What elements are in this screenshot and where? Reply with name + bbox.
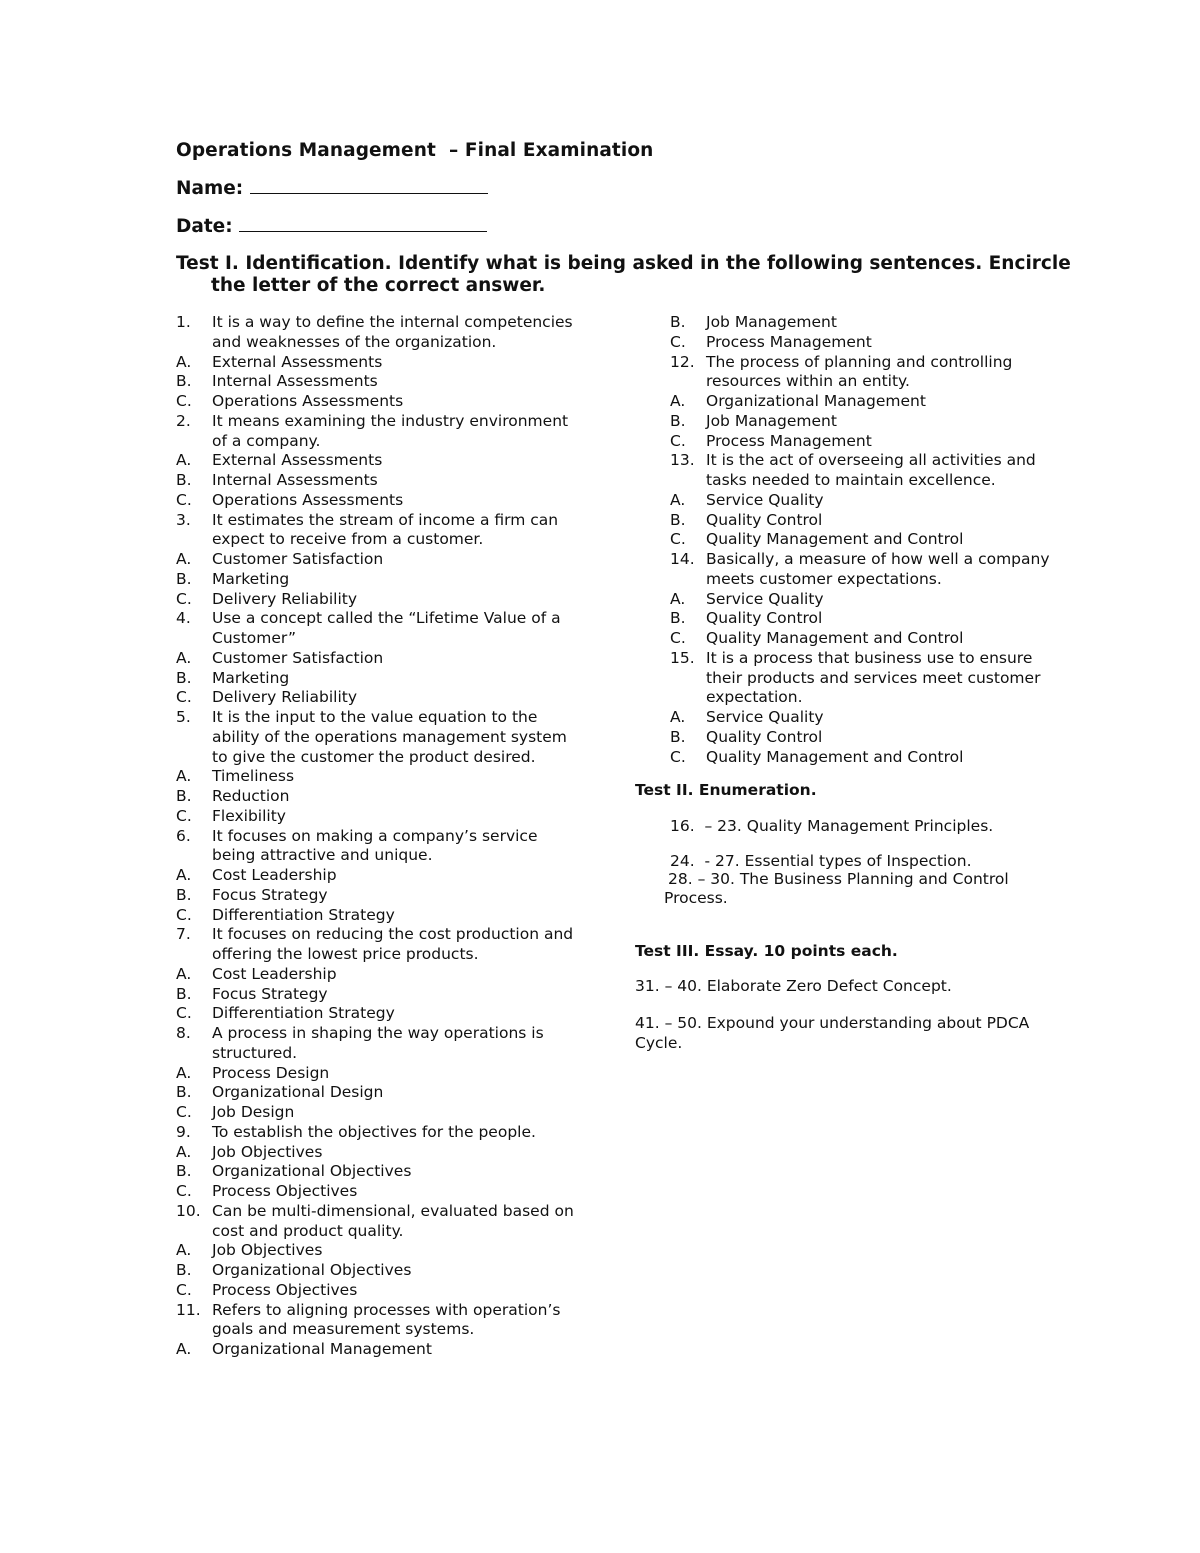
choice-letter: C. — [670, 629, 686, 647]
choice-letter: C. — [176, 490, 192, 509]
question-list-right — [670, 313, 1070, 767]
choice-letter: C. — [176, 1182, 192, 1200]
question-text: It is a process that business use to ensure their products and services meet customer expectation. — [706, 648, 1041, 707]
question-text: A process in shaping the way operations is structured. — [212, 1024, 544, 1062]
choice-letter: C. — [670, 530, 686, 549]
choice-text: Operations Assessments — [212, 490, 404, 509]
choice-letter: B. — [176, 885, 192, 904]
question-item — [176, 412, 576, 452]
question-item — [176, 827, 576, 867]
answer-choice[interactable] — [176, 688, 576, 708]
choice-letter: B. — [670, 510, 686, 529]
name-label: Name: — [176, 178, 250, 199]
answer-choice[interactable] — [176, 471, 576, 491]
answer-choice[interactable] — [176, 570, 576, 590]
choice-text: Organizational Objectives — [212, 1162, 412, 1181]
answer-choice[interactable] — [176, 787, 576, 807]
choice-text: Quality Management and Control — [706, 747, 964, 766]
choice-letter: A. — [176, 1241, 192, 1260]
choice-text: Quality Control — [706, 727, 823, 746]
date-field — [176, 215, 487, 237]
answer-choice[interactable] — [176, 649, 576, 669]
answer-choice[interactable] — [670, 590, 1070, 610]
question-number: 1. — [176, 313, 191, 331]
question-text: Can be multi-dimensional, evaluated based on cost and product quality. — [212, 1201, 574, 1240]
enumeration-item: 28. – 30. The Business Planning and Control Process. — [664, 870, 1009, 907]
choice-text: Job Objectives — [212, 1241, 323, 1260]
choice-letter: B. — [176, 372, 192, 391]
question-item — [176, 708, 576, 767]
answer-choice[interactable] — [176, 965, 576, 985]
question-item — [176, 925, 576, 965]
choice-text: Customer Satisfaction — [212, 648, 384, 667]
choice-text: Job Management — [706, 411, 837, 430]
choice-letter: A. — [176, 964, 192, 983]
question-number: 5. — [176, 708, 191, 726]
question-item — [176, 1123, 576, 1143]
choice-text: Flexibility — [212, 806, 286, 825]
choice-letter: C. — [176, 1004, 192, 1023]
choice-text: Job Objectives — [212, 1142, 323, 1161]
choice-text: Quality Control — [706, 510, 823, 529]
answer-choice[interactable] — [670, 728, 1070, 748]
exam-title: Operations Management – Final Examination — [176, 140, 654, 161]
answer-choice[interactable] — [176, 491, 576, 511]
question-text: It estimates the stream of income a firm can expect to receive from a customer. — [212, 510, 559, 549]
answer-choice[interactable] — [176, 807, 576, 827]
choice-text: Reduction — [212, 787, 290, 805]
answer-choice[interactable] — [176, 1340, 576, 1360]
question-number: 4. — [176, 609, 191, 628]
choice-text: Internal Assessments — [212, 372, 378, 391]
answer-choice[interactable] — [670, 511, 1070, 531]
question-number: 6. — [176, 826, 191, 845]
question-number: 10. — [176, 1201, 201, 1220]
answer-choice[interactable] — [670, 530, 1070, 550]
answer-choice[interactable] — [176, 1103, 576, 1123]
answer-choice[interactable] — [670, 708, 1070, 728]
question-item — [176, 1202, 576, 1242]
choice-text: Service Quality — [706, 589, 824, 608]
question-text: It is the act of overseeing all activities and tasks needed to maintain excellence. — [706, 451, 1036, 489]
essay-item: 41. – 50. Expound your understanding about PDCA Cycle. — [635, 1014, 1030, 1052]
question-text: It focuses on reducing the cost production and offering the lowest price products. — [212, 925, 574, 963]
answer-choice[interactable] — [670, 313, 1070, 333]
choice-letter: C. — [176, 1103, 192, 1121]
question-number: 13. — [670, 451, 695, 470]
enumeration-item: 24. - 27. Essential types of Inspection. — [670, 852, 972, 870]
question-number: 9. — [176, 1122, 191, 1141]
question-item — [670, 353, 1070, 393]
answer-choice[interactable] — [176, 590, 576, 610]
answer-choice[interactable] — [670, 629, 1070, 649]
answer-choice[interactable] — [670, 748, 1070, 768]
answer-choice[interactable] — [176, 1261, 576, 1281]
date-blank-line[interactable] — [239, 215, 487, 232]
choice-text: Delivery Reliability — [212, 589, 357, 608]
choice-text: Differentiation Strategy — [212, 905, 395, 924]
question-text: It means examining the industry environment of a company. — [212, 411, 569, 450]
question-item — [670, 550, 1070, 590]
question-item — [176, 1301, 576, 1341]
test-3-heading: Test III. Essay. 10 points each. — [635, 942, 898, 960]
question-text: Refers to aligning processes with operation’s goals and measurement systems. — [212, 1300, 561, 1339]
choice-text: Organizational Management — [706, 392, 926, 410]
question-text: It focuses on making a company’s service being attractive and unique. — [212, 826, 538, 865]
answer-choice[interactable] — [176, 866, 576, 886]
answer-choice[interactable] — [176, 451, 576, 471]
choice-letter: C. — [670, 431, 686, 450]
test-2-heading: Test II. Enumeration. — [635, 781, 817, 799]
choice-text: Differentiation Strategy — [212, 1004, 395, 1023]
choice-text: Quality Management and Control — [706, 629, 964, 647]
question-number: 3. — [176, 510, 191, 529]
choice-text: Organizational Objectives — [212, 1261, 412, 1279]
choice-letter: B. — [670, 411, 686, 430]
choice-letter: B. — [176, 1162, 192, 1181]
choice-letter: A. — [176, 1063, 192, 1082]
question-item — [670, 451, 1070, 491]
answer-choice[interactable] — [176, 1004, 576, 1024]
answer-choice[interactable] — [670, 491, 1070, 511]
answer-choice[interactable] — [176, 353, 576, 373]
answer-choice[interactable] — [176, 1083, 576, 1103]
choice-letter: B. — [670, 727, 686, 746]
question-number: 8. — [176, 1024, 191, 1042]
answer-choice[interactable] — [670, 432, 1070, 452]
answer-choice[interactable] — [176, 550, 576, 570]
answer-choice[interactable] — [670, 392, 1070, 412]
choice-letter: B. — [176, 984, 192, 1003]
choice-text: Marketing — [212, 569, 290, 588]
essay-item: 31. – 40. Elaborate Zero Defect Concept. — [635, 977, 952, 995]
question-number: 15. — [670, 648, 695, 667]
choice-letter: C. — [176, 806, 192, 825]
answer-choice[interactable] — [176, 985, 576, 1005]
choice-text: Quality Control — [706, 609, 823, 628]
choice-letter: A. — [176, 866, 192, 884]
choice-letter: B. — [176, 569, 192, 588]
choice-letter: C. — [670, 747, 686, 766]
choice-text: Process Design — [212, 1063, 330, 1082]
choice-text: Focus Strategy — [212, 885, 328, 904]
choice-letter: C. — [176, 392, 192, 410]
answer-choice[interactable] — [176, 1143, 576, 1163]
choice-text: Operations Assessments — [212, 392, 404, 410]
choice-letter: C. — [176, 688, 192, 707]
choice-letter: B. — [670, 609, 686, 628]
choice-text: External Assessments — [212, 451, 383, 470]
question-text: It is the input to the value equation to the ability of the operations management system to give the customer the product desired. — [212, 708, 567, 766]
choice-text: Focus Strategy — [212, 984, 328, 1003]
choice-letter: C. — [176, 905, 192, 924]
answer-choice[interactable] — [176, 1064, 576, 1084]
choice-letter: A. — [176, 767, 192, 786]
choice-letter: C. — [176, 589, 192, 608]
choice-text: Customer Satisfaction — [212, 550, 384, 568]
question-item — [670, 649, 1070, 708]
choice-text: Internal Assessments — [212, 471, 378, 489]
choice-letter: A. — [670, 589, 686, 608]
choice-text: External Assessments — [212, 352, 383, 371]
question-item — [176, 609, 576, 649]
question-list-left — [176, 313, 576, 1360]
date-label: Date: — [176, 216, 240, 237]
choice-letter: A. — [670, 708, 686, 726]
choice-text: Cost Leadership — [212, 866, 337, 884]
question-text: Use a concept called the “Lifetime Value of a Customer” — [212, 609, 561, 647]
question-number: 14. — [670, 550, 695, 568]
question-number: 12. — [670, 352, 695, 371]
question-item — [176, 1024, 576, 1064]
answer-choice[interactable] — [176, 1162, 576, 1182]
question-text: The process of planning and controlling resources within an entity. — [706, 352, 1013, 391]
choice-text: Process Management — [706, 332, 872, 351]
choice-letter: A. — [176, 451, 192, 470]
enumeration-item: 16. – 23. Quality Management Principles. — [670, 817, 994, 835]
choice-text: Delivery Reliability — [212, 688, 357, 707]
choice-text: Cost Leadership — [212, 964, 337, 983]
test-1-heading: Test I. Identification. Identify what is being asked in the following sentences. Encircle the letter of the correct answer. — [176, 253, 1071, 296]
question-number: 7. — [176, 925, 191, 944]
choice-letter: B. — [176, 787, 192, 805]
question-item — [176, 511, 576, 551]
choice-letter: C. — [176, 1280, 192, 1299]
choice-letter: B. — [176, 668, 192, 687]
choice-text: Quality Management and Control — [706, 530, 964, 549]
choice-letter: A. — [670, 392, 686, 410]
choice-letter: B. — [670, 313, 686, 331]
answer-choice[interactable] — [670, 609, 1070, 629]
question-number: 2. — [176, 411, 191, 430]
choice-text: Service Quality — [706, 708, 824, 726]
choice-letter: A. — [176, 550, 192, 568]
answer-choice[interactable] — [176, 906, 576, 926]
name-blank-line[interactable] — [250, 177, 488, 194]
choice-text: Job Design — [212, 1103, 295, 1121]
question-text: To establish the objectives for the people. — [212, 1122, 536, 1141]
choice-text: Organizational Design — [212, 1083, 384, 1102]
question-item — [176, 313, 576, 353]
choice-text: Organizational Management — [212, 1340, 432, 1358]
answer-choice[interactable] — [176, 1241, 576, 1261]
answer-choice[interactable] — [176, 392, 576, 412]
question-text: Basically, a measure of how well a company meets customer expectations. — [706, 550, 1050, 588]
answer-choice[interactable] — [176, 767, 576, 787]
choice-letter: B. — [176, 1083, 192, 1102]
answer-choice[interactable] — [176, 1281, 576, 1301]
choice-letter: B. — [176, 471, 192, 489]
choice-text: Service Quality — [706, 490, 824, 509]
answer-choice[interactable] — [176, 669, 576, 689]
choice-text: Marketing — [212, 668, 290, 687]
answer-choice[interactable] — [176, 1182, 576, 1202]
choice-letter: A. — [176, 352, 192, 371]
choice-text: Job Management — [706, 313, 837, 331]
choice-text: Process Objectives — [212, 1182, 358, 1200]
question-text: It is a way to define the internal competencies and weaknesses of the organization. — [212, 313, 573, 351]
choice-text: Process Management — [706, 431, 872, 450]
choice-letter: A. — [176, 1142, 192, 1161]
answer-choice[interactable] — [176, 886, 576, 906]
choice-letter: A. — [670, 490, 686, 509]
choice-text: Process Objectives — [212, 1280, 358, 1299]
answer-choice[interactable] — [670, 412, 1070, 432]
choice-text: Timeliness — [212, 767, 295, 786]
choice-letter: C. — [670, 332, 686, 351]
choice-letter: A. — [176, 1340, 192, 1358]
question-number: 11. — [176, 1300, 201, 1319]
answer-choice[interactable] — [176, 372, 576, 392]
name-field — [176, 177, 488, 199]
choice-letter: A. — [176, 648, 192, 667]
answer-choice[interactable] — [670, 333, 1070, 353]
choice-letter: B. — [176, 1261, 192, 1279]
